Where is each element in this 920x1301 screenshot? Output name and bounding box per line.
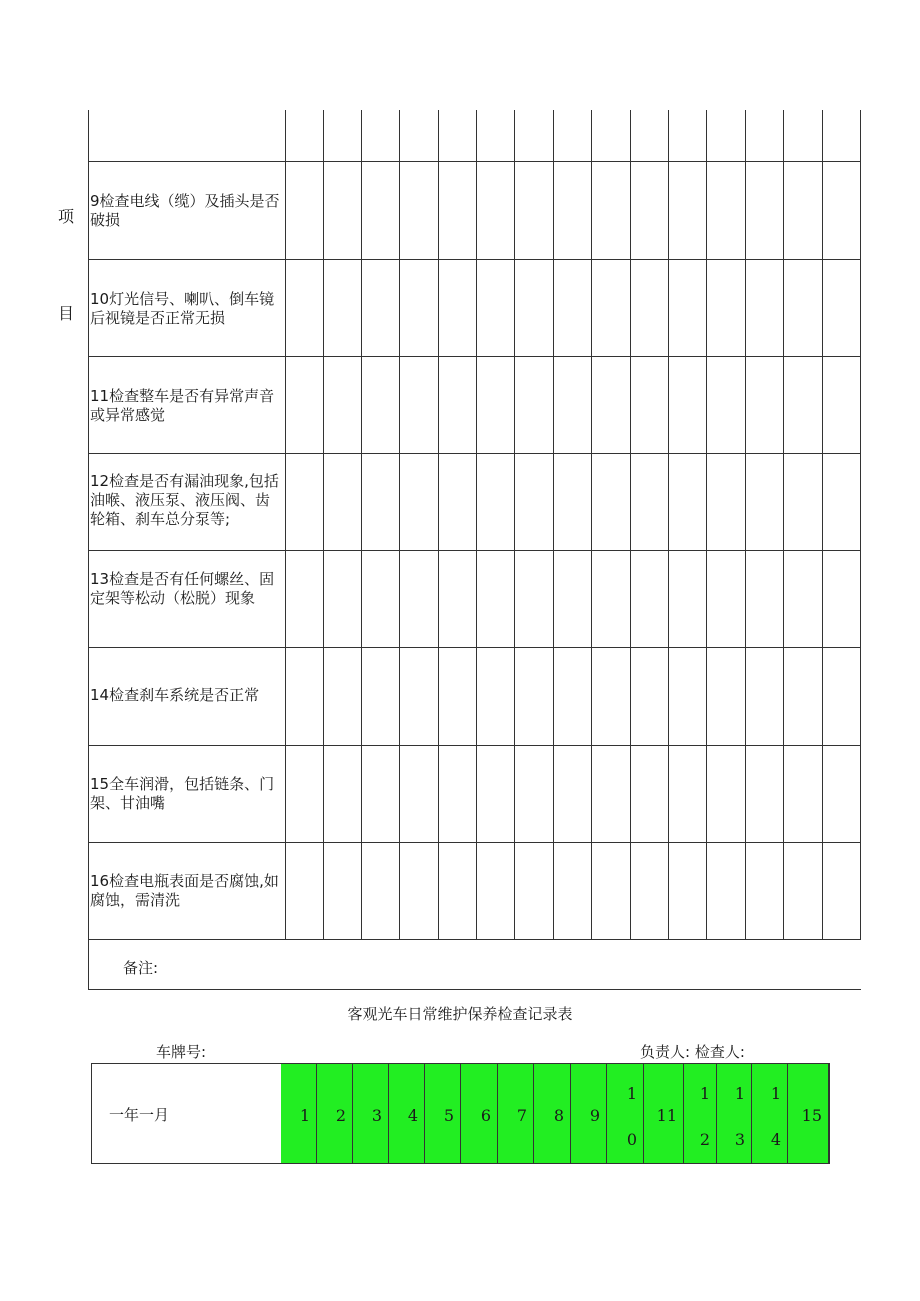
day-number: 8 [553, 1106, 564, 1125]
day-number: 0 [626, 1130, 637, 1149]
day-cell [353, 1064, 389, 1163]
month-cell [92, 1064, 282, 1163]
day-number: 2 [699, 1130, 710, 1149]
grid-vline [361, 110, 362, 939]
grid-bottom-line [88, 989, 861, 990]
grid-vline [822, 110, 823, 939]
grid-vline [783, 110, 784, 939]
day-number: 6 [480, 1106, 491, 1125]
grid-vline [553, 110, 554, 939]
grid-hline [88, 647, 861, 648]
grid-vline [668, 110, 669, 939]
grid-hline [88, 745, 861, 746]
item-14: 14检查刹车系统是否正常 [90, 686, 260, 704]
item-12: 12检查是否有漏油现象,包括油喉、液压泵、液压阀、齿轮箱、刹车总分泵等; [90, 472, 279, 528]
remark-label: 备注: [123, 959, 159, 977]
day-cell [498, 1064, 534, 1163]
side-label-xiang: 项 [58, 207, 75, 226]
plate-number-label: 车牌号: [156, 1043, 207, 1061]
day-cell [717, 1064, 752, 1163]
day-number: 4 [770, 1130, 781, 1149]
item-11: 11检查整车是否有异常声音或异常感觉 [90, 387, 275, 424]
grid-hline [88, 259, 861, 260]
month-label: 一年一月 [109, 1106, 170, 1124]
item-13: 13检查是否有任何螺丝、固定架等松动（松脱）现象 [90, 570, 275, 607]
grid-vline [591, 110, 592, 939]
item-16: 16检查电瓶表面是否腐蚀,如腐蚀，需清洗 [90, 872, 279, 909]
grid-hline [88, 842, 861, 843]
grid-vline [745, 110, 746, 939]
grid-vline [630, 110, 631, 939]
day-cell [607, 1064, 644, 1163]
day-cell [281, 1064, 317, 1163]
day-cell [788, 1064, 829, 1163]
day-number: 11 [656, 1106, 677, 1125]
day-cell [752, 1064, 788, 1163]
grid-hline [88, 453, 861, 454]
day-number: 1 [734, 1084, 745, 1103]
responsible-inspector-label: 负责人: 检查人: [640, 1043, 745, 1061]
day-cell [425, 1064, 461, 1163]
side-label-mu: 目 [58, 304, 75, 323]
day-number: 7 [516, 1106, 527, 1125]
grid-vline [476, 110, 477, 939]
day-number: 15 [801, 1106, 822, 1125]
grid-hline [88, 939, 861, 940]
day-cell [571, 1064, 607, 1163]
item-15: 15全车润滑，包括链条、门架、甘油嘴 [90, 775, 275, 812]
day-number: 2 [335, 1106, 346, 1125]
day-cell [389, 1064, 425, 1163]
grid-vline [438, 110, 439, 939]
grid-hline [88, 550, 861, 551]
grid-vline [323, 110, 324, 939]
date-header-table [91, 1063, 830, 1164]
day-number: 3 [371, 1106, 382, 1125]
day-number: 1 [626, 1084, 637, 1103]
day-number: 1 [699, 1084, 710, 1103]
inspection-item-table [88, 110, 861, 990]
day-number: 4 [407, 1106, 418, 1125]
day-cell [684, 1064, 717, 1163]
day-cell [644, 1064, 684, 1163]
day-number: 1 [299, 1106, 310, 1125]
item-10: 10灯光信号、喇叭、倒车镜后视镜是否正常无损 [90, 290, 275, 327]
grid-vline [860, 110, 861, 939]
day-number: 5 [443, 1106, 454, 1125]
day-cell [317, 1064, 353, 1163]
grid-vline [514, 110, 515, 939]
form-title: 客观光车日常维护保养检查记录表 [347, 1005, 573, 1023]
grid-hline [88, 161, 861, 162]
grid-vline [706, 110, 707, 939]
day-cell [534, 1064, 571, 1163]
grid-vline [285, 110, 286, 939]
day-number: 1 [770, 1084, 781, 1103]
grid-hline [88, 356, 861, 357]
item-9: 9检查电线（缆）及插头是否破损 [90, 192, 280, 229]
grid-vline [399, 110, 400, 939]
day-number: 9 [589, 1106, 600, 1125]
day-number: 3 [734, 1130, 745, 1149]
day-cell [461, 1064, 498, 1163]
